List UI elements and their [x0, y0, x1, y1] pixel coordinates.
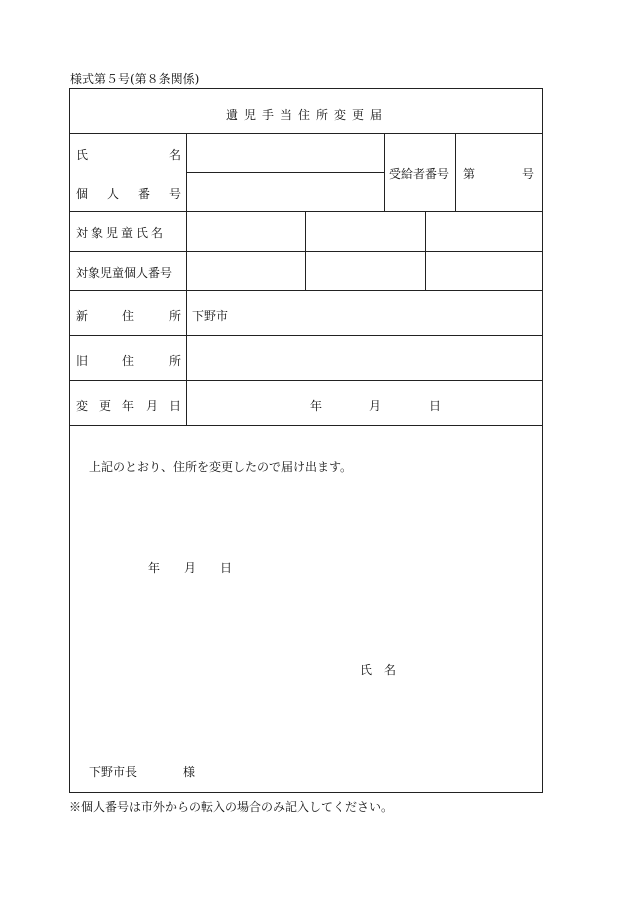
label-old-address-3: 所 — [169, 354, 182, 368]
child-name-field-2[interactable] — [306, 212, 424, 250]
label-old-address-2: 住 — [122, 354, 135, 368]
change-date-year: 年 — [310, 399, 323, 413]
label-new-address-1: 新 — [76, 309, 89, 323]
label-personal-2: 人 — [107, 187, 120, 201]
signer-label-1: 氏 — [360, 663, 373, 677]
label-new-address-3: 所 — [169, 309, 182, 323]
rule-old-address-bottom — [70, 380, 542, 381]
change-date-month: 月 — [369, 399, 382, 413]
child-number-field-3[interactable] — [426, 252, 542, 289]
label-name-2: 名 — [169, 148, 182, 162]
child-name-field-1[interactable] — [187, 212, 304, 250]
label-personal-1: 個 — [76, 187, 89, 201]
label-new-address-2: 住 — [122, 309, 135, 323]
child-name-field-3[interactable] — [426, 212, 542, 250]
rule-child-number-bottom — [70, 290, 542, 291]
label-change-date-3: 年 — [122, 399, 135, 413]
statement-text: 上記のとおり、住所を変更したので届け出ます。 — [89, 460, 353, 474]
label-child-personal-number: 対象児童個人番号 — [76, 266, 173, 280]
recipient-number-field[interactable] — [482, 134, 520, 210]
old-address-field[interactable] — [187, 336, 542, 379]
child-number-field-1[interactable] — [187, 252, 304, 289]
label-personal-3: 番 — [138, 187, 151, 201]
label-go: 号 — [522, 167, 535, 181]
label-recipient-number: 受給者番号 — [389, 167, 450, 181]
form-sheet — [69, 88, 543, 793]
form-number: 様式第５号(第８条関係) — [70, 72, 200, 86]
honorific: 様 — [183, 765, 196, 779]
signer-label-2: 名 — [384, 663, 397, 677]
name-field[interactable] — [187, 134, 383, 171]
submit-date-year: 年 — [148, 561, 161, 575]
label-dai: 第 — [463, 167, 476, 181]
personal-number-field[interactable] — [187, 173, 383, 210]
rule-change-date-bottom — [70, 425, 542, 426]
footnote: ※個人番号は市外からの転入の場合のみ記入してください。 — [69, 800, 394, 814]
label-child-name: 対象児童氏名 — [76, 226, 167, 240]
label-name-1: 氏 — [76, 148, 89, 162]
label-change-date-1: 変 — [76, 399, 89, 413]
rule-recipient-left — [384, 133, 385, 211]
label-change-date-5: 日 — [169, 399, 182, 413]
change-date-day: 日 — [429, 399, 442, 413]
label-change-date-4: 月 — [146, 399, 159, 413]
submit-date-day: 日 — [220, 561, 233, 575]
label-personal-4: 号 — [169, 187, 182, 201]
new-address-value[interactable]: 下野市 — [192, 309, 229, 323]
label-change-date-2: 更 — [99, 399, 112, 413]
rule-recipient-right — [455, 133, 456, 211]
form-title: 遺児手当住所変更届 — [225, 108, 388, 122]
submit-date-month: 月 — [184, 561, 197, 575]
label-old-address-1: 旧 — [76, 354, 89, 368]
addressee: 下野市長 — [89, 765, 138, 779]
child-number-field-2[interactable] — [306, 252, 424, 289]
